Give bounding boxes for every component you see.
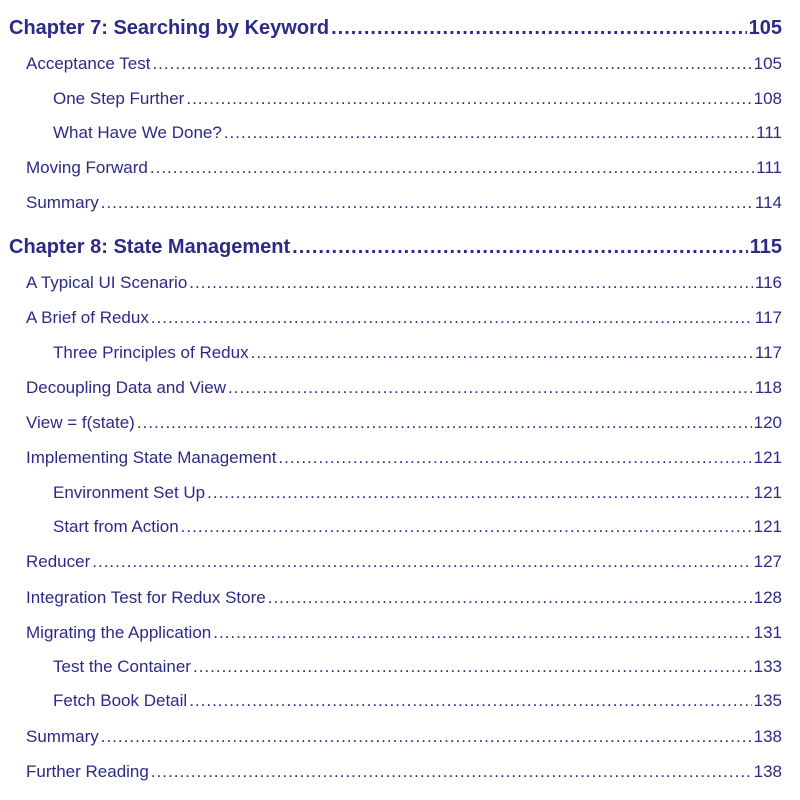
dot-leader [137, 410, 752, 436]
toc-subsection-entry [53, 120, 782, 146]
toc-entry-page: 120 [753, 413, 782, 432]
toc-entry-title: A Typical UI Scenario [26, 273, 188, 292]
dot-leader [92, 549, 751, 575]
toc-entry-title: What Have We Done? [53, 123, 222, 142]
toc-entry-page: 117 [754, 343, 782, 362]
dot-leader [189, 688, 751, 714]
toc-entry-title: Migrating the Application [26, 623, 212, 642]
toc-section-entry [26, 155, 782, 181]
toc-entry-page: 133 [753, 657, 782, 676]
toc-entry-title: Test the Container [53, 657, 191, 676]
toc-entry-title: Decoupling Data and View [26, 378, 227, 397]
dot-leader [186, 86, 751, 112]
toc-section-entry [26, 190, 782, 216]
dot-leader [207, 480, 751, 506]
toc-subsection-entry [53, 340, 782, 366]
toc-entry-title: Summary [26, 727, 99, 746]
dot-leader [181, 514, 752, 540]
toc-entry-page: 128 [753, 588, 782, 607]
toc-entry-page: 121 [753, 448, 782, 467]
toc-entry-title: Further Reading [26, 762, 149, 781]
dot-leader [152, 51, 751, 77]
toc-entry-page: 138 [753, 727, 782, 746]
dot-leader [151, 305, 753, 331]
dot-leader [150, 155, 754, 181]
dot-leader [193, 654, 752, 680]
toc-entry-title: View = f(state) [26, 413, 135, 432]
toc-section-entry [26, 549, 782, 575]
toc-subsection-entry [53, 86, 782, 112]
toc-entry-page: 108 [753, 89, 782, 108]
dot-leader [224, 120, 754, 146]
toc-entry-title: Chapter 8: State Management [9, 236, 291, 258]
dot-leader [331, 15, 747, 41]
toc-entry-title: Implementing State Management [26, 448, 277, 467]
toc-entry-title: Integration Test for Redux Store [26, 588, 266, 607]
dot-leader [213, 620, 751, 646]
dot-leader [151, 759, 752, 785]
toc-entry-title: Acceptance Test [26, 54, 151, 73]
toc-entry-page: 114 [754, 193, 782, 212]
toc-section-entry [26, 585, 782, 611]
toc-entry-page: 105 [748, 17, 782, 39]
toc-entry-title: Reducer [26, 552, 91, 571]
toc-section-entry [26, 724, 782, 750]
toc-entry-page: 121 [753, 517, 782, 536]
toc-section-entry [26, 375, 782, 401]
toc-chapter-entry [9, 15, 782, 41]
toc-section-entry [26, 305, 782, 331]
toc-entry-page: 111 [756, 123, 782, 142]
toc-section-entry [26, 51, 782, 77]
dot-leader [292, 234, 748, 260]
dot-leader [101, 724, 752, 750]
toc-section-entry [26, 410, 782, 436]
toc-section-entry [26, 759, 782, 785]
toc-entry-page: 117 [754, 308, 782, 327]
dot-leader [251, 340, 753, 366]
toc-entry-title: Fetch Book Detail [53, 691, 188, 710]
toc-entry-title: Three Principles of Redux [53, 343, 249, 362]
dot-leader [101, 190, 753, 216]
toc-chapter-entry [9, 234, 782, 260]
toc-section-entry [26, 445, 782, 471]
toc-subsection-entry [53, 688, 782, 714]
dot-leader [189, 270, 753, 296]
toc-entry-title: Summary [26, 193, 99, 212]
toc-section-entry [26, 270, 782, 296]
toc-entry-title: Moving Forward [26, 158, 148, 177]
toc-section-entry [26, 620, 782, 646]
toc-subsection-entry [53, 654, 782, 680]
toc-subsection-entry [53, 514, 782, 540]
toc-entry-page: 105 [753, 54, 782, 73]
toc-entry-page: 116 [754, 273, 782, 292]
toc-entry-page: 135 [753, 691, 782, 710]
toc-entry-page: 115 [749, 236, 782, 258]
dot-leader [228, 375, 753, 401]
toc-entry-page: 131 [753, 623, 782, 642]
toc-entry-page: 118 [754, 378, 782, 397]
toc-entry-title: One Step Further [53, 89, 185, 108]
toc-entry-title: A Brief of Redux [26, 308, 149, 327]
toc-entry-title: Chapter 7: Searching by Keyword [9, 17, 330, 39]
toc-subsection-entry [53, 480, 782, 506]
toc-entry-page: 111 [756, 158, 782, 177]
dot-leader [278, 445, 751, 471]
toc-entry-title: Environment Set Up [53, 483, 206, 502]
toc-entry-page: 121 [753, 483, 782, 502]
toc-entry-title: Start from Action [53, 517, 179, 536]
toc-entry-page: 138 [753, 762, 782, 781]
toc-entry-page: 127 [753, 552, 782, 571]
dot-leader [268, 585, 752, 611]
